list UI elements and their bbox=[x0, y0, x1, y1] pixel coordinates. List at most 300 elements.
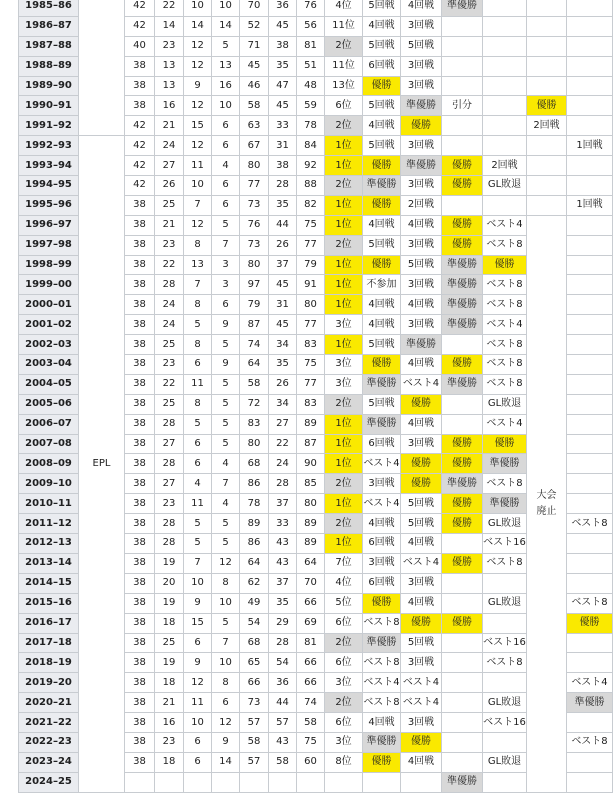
fa-cup-cell: 6回戦 bbox=[363, 434, 401, 454]
stat-cell: 10 bbox=[212, 593, 240, 613]
cup2-cell: ベスト8 bbox=[483, 275, 527, 295]
stat-cell: 83 bbox=[297, 394, 325, 414]
season-cell[interactable]: 2002–03 bbox=[19, 335, 79, 355]
stat-cell: 8 bbox=[212, 573, 240, 593]
cup4-cell bbox=[567, 374, 613, 394]
stat-cell: 27 bbox=[155, 156, 184, 176]
stat-cell: 81 bbox=[297, 36, 325, 56]
fa-cup-cell: 3回戦 bbox=[363, 474, 401, 494]
stat-cell: 73 bbox=[240, 693, 269, 713]
stat-cell: 5 bbox=[212, 374, 240, 394]
cup3-cell bbox=[527, 0, 567, 16]
season-cell[interactable]: 2021–22 bbox=[19, 713, 79, 733]
fa-cup-cell bbox=[363, 772, 401, 792]
stat-cell: 37 bbox=[269, 494, 297, 514]
cup4-cell: ベスト8 bbox=[567, 593, 613, 613]
fa-cup-cell: 準優勝 bbox=[363, 633, 401, 653]
cup4-cell bbox=[567, 295, 613, 315]
fa-cup-cell: ベスト4 bbox=[363, 494, 401, 514]
stat-cell: 77 bbox=[297, 235, 325, 255]
stat-cell: 38 bbox=[125, 275, 155, 295]
stat-cell: 80 bbox=[240, 434, 269, 454]
cup4-cell: 優勝 bbox=[567, 613, 613, 633]
league-cup-cell: 3回戦 bbox=[401, 136, 442, 156]
league-cup-cell: 3回戦 bbox=[401, 434, 442, 454]
stat-cell: 77 bbox=[297, 374, 325, 394]
stat-cell: 78 bbox=[240, 494, 269, 514]
stat-cell: 28 bbox=[269, 633, 297, 653]
stat-cell: 44 bbox=[269, 215, 297, 235]
fa-cup-cell: 準優勝 bbox=[363, 176, 401, 196]
cup1-cell bbox=[442, 136, 483, 156]
stat-cell: 34 bbox=[269, 335, 297, 355]
cup2-cell bbox=[483, 772, 527, 792]
stat-cell: 74 bbox=[240, 335, 269, 355]
position-cell: 2位 bbox=[325, 693, 363, 713]
league-cup-cell: 2回戦 bbox=[401, 195, 442, 215]
stat-cell: 20 bbox=[155, 573, 184, 593]
position-cell: 1位 bbox=[325, 275, 363, 295]
cup1-cell: 優勝 bbox=[442, 176, 483, 196]
season-cell[interactable]: 2019–20 bbox=[19, 673, 79, 693]
season-cell[interactable]: 2014–15 bbox=[19, 573, 79, 593]
stat-cell: 21 bbox=[155, 215, 184, 235]
position-cell: 3位 bbox=[325, 673, 363, 693]
season-cell[interactable]: 2024–25 bbox=[19, 772, 79, 792]
stat-cell: 82 bbox=[297, 195, 325, 215]
cup4-cell bbox=[567, 76, 613, 96]
stat-cell: 57 bbox=[240, 752, 269, 772]
stat-cell: 10 bbox=[184, 176, 212, 196]
season-cell[interactable]: 1990–91 bbox=[19, 96, 79, 116]
cup2-cell: GL敗退 bbox=[483, 394, 527, 414]
cup4-cell bbox=[567, 96, 613, 116]
league-cup-cell: 準優勝 bbox=[401, 96, 442, 116]
position-cell: 6位 bbox=[325, 713, 363, 733]
position-cell: 1位 bbox=[325, 195, 363, 215]
cup2-cell bbox=[483, 96, 527, 116]
fa-cup-cell: 5回戦 bbox=[363, 96, 401, 116]
fa-cup-cell: 優勝 bbox=[363, 752, 401, 772]
stat-cell: 16 bbox=[155, 96, 184, 116]
cup1-cell: 優勝 bbox=[442, 355, 483, 375]
league-cup-cell: 4回戦 bbox=[401, 414, 442, 434]
position-cell: 2位 bbox=[325, 514, 363, 534]
season-cell[interactable]: 2010–11 bbox=[19, 494, 79, 514]
cup2-cell: 準優勝 bbox=[483, 454, 527, 474]
cup1-cell bbox=[442, 693, 483, 713]
stat-cell: 9 bbox=[184, 593, 212, 613]
position-cell: 2位 bbox=[325, 116, 363, 136]
stat-cell: 8 bbox=[184, 235, 212, 255]
league-cup-cell: ベスト4 bbox=[401, 374, 442, 394]
cup2-cell: 優勝 bbox=[483, 255, 527, 275]
season-cell[interactable]: 2017–18 bbox=[19, 633, 79, 653]
stat-cell: 48 bbox=[297, 76, 325, 96]
stat-cell: 45 bbox=[240, 56, 269, 76]
season-cell[interactable]: 1993–94 bbox=[19, 156, 79, 176]
stat-cell: 38 bbox=[125, 235, 155, 255]
stat-cell: 64 bbox=[240, 355, 269, 375]
season-cell[interactable]: 1985–86 bbox=[19, 0, 79, 16]
position-cell: 3位 bbox=[325, 315, 363, 335]
stat-cell: 10 bbox=[184, 713, 212, 733]
stat-cell: 12 bbox=[184, 215, 212, 235]
stat-cell: 28 bbox=[269, 474, 297, 494]
season-cell[interactable]: 2012–13 bbox=[19, 534, 79, 554]
position-cell: 5位 bbox=[325, 593, 363, 613]
stat-cell: 24 bbox=[269, 454, 297, 474]
cup2-cell: ベスト8 bbox=[483, 474, 527, 494]
fa-cup-cell: 優勝 bbox=[363, 76, 401, 96]
league-cup-cell: 4回戦 bbox=[401, 0, 442, 16]
position-cell: 4位 bbox=[325, 573, 363, 593]
cup4-cell bbox=[567, 36, 613, 56]
stat-cell: 75 bbox=[297, 732, 325, 752]
cup2-cell: ベスト8 bbox=[483, 355, 527, 375]
season-cell[interactable]: 2016–17 bbox=[19, 613, 79, 633]
stat-cell: 37 bbox=[269, 255, 297, 275]
stat-cell: 38 bbox=[125, 633, 155, 653]
stat-cell: 80 bbox=[297, 494, 325, 514]
stat-cell: 26 bbox=[155, 176, 184, 196]
cup4-cell bbox=[567, 56, 613, 76]
stat-cell: 73 bbox=[240, 195, 269, 215]
league-cup-cell: 優勝 bbox=[401, 454, 442, 474]
position-cell: 2位 bbox=[325, 36, 363, 56]
fa-cup-cell: 4回戦 bbox=[363, 215, 401, 235]
cup2-cell: ベスト8 bbox=[483, 653, 527, 673]
stat-cell: 5 bbox=[184, 414, 212, 434]
fa-cup-cell: ベスト4 bbox=[363, 673, 401, 693]
stat-cell: 54 bbox=[240, 613, 269, 633]
table-row bbox=[19, 0, 613, 16]
cup3-cell bbox=[527, 56, 567, 76]
cup2-cell bbox=[483, 56, 527, 76]
stat-cell: 66 bbox=[240, 673, 269, 693]
stat-cell: 34 bbox=[269, 394, 297, 414]
season-cell[interactable]: 1991–92 bbox=[19, 116, 79, 136]
stat-cell: 38 bbox=[125, 534, 155, 554]
stat-cell: 33 bbox=[269, 116, 297, 136]
stat-cell: 38 bbox=[125, 76, 155, 96]
stat-cell: 38 bbox=[125, 673, 155, 693]
position-cell: 2位 bbox=[325, 633, 363, 653]
stat-cell: 58 bbox=[269, 752, 297, 772]
stat-cell: 38 bbox=[125, 713, 155, 733]
cup4-cell bbox=[567, 534, 613, 554]
stat-cell bbox=[212, 772, 240, 792]
stat-cell: 79 bbox=[297, 255, 325, 275]
cup1-cell bbox=[442, 76, 483, 96]
stat-cell: 75 bbox=[297, 215, 325, 235]
season-cell[interactable]: 2015–16 bbox=[19, 593, 79, 613]
cup2-cell: GL敗退 bbox=[483, 693, 527, 713]
position-cell: 1位 bbox=[325, 156, 363, 176]
season-cell[interactable]: 1989–90 bbox=[19, 76, 79, 96]
season-cell[interactable]: 2023–24 bbox=[19, 752, 79, 772]
cup1-cell bbox=[442, 335, 483, 355]
table-row bbox=[19, 136, 613, 156]
stat-cell: 42 bbox=[125, 136, 155, 156]
stat-cell: 12 bbox=[212, 713, 240, 733]
league-cup-cell: 準優勝 bbox=[401, 335, 442, 355]
stat-cell: 6 bbox=[184, 633, 212, 653]
stat-cell: 22 bbox=[155, 0, 184, 16]
fa-cup-cell: 4回戦 bbox=[363, 514, 401, 534]
fa-cup-cell: 4回戦 bbox=[363, 116, 401, 136]
cup3-cell bbox=[527, 16, 567, 36]
stat-cell: 28 bbox=[155, 414, 184, 434]
season-cell[interactable]: 2007–08 bbox=[19, 434, 79, 454]
fa-cup-cell: 5回戦 bbox=[363, 394, 401, 414]
fa-cup-cell: 6回戦 bbox=[363, 534, 401, 554]
stat-cell: 38 bbox=[125, 752, 155, 772]
season-cell[interactable]: 1994–95 bbox=[19, 176, 79, 196]
stat-cell: 49 bbox=[240, 593, 269, 613]
stat-cell: 28 bbox=[155, 514, 184, 534]
cup2-cell: ベスト4 bbox=[483, 215, 527, 235]
stat-cell: 42 bbox=[125, 16, 155, 36]
stat-cell: 23 bbox=[155, 235, 184, 255]
season-cell[interactable]: 1992–93 bbox=[19, 136, 79, 156]
season-cell[interactable]: 2006–07 bbox=[19, 414, 79, 434]
cup2-cell: 優勝 bbox=[483, 434, 527, 454]
stat-cell: 23 bbox=[155, 732, 184, 752]
league-cup-cell: 3回戦 bbox=[401, 56, 442, 76]
position-cell: 3位 bbox=[325, 355, 363, 375]
cup1-cell bbox=[442, 195, 483, 215]
cup4-cell: 1回戦 bbox=[567, 195, 613, 215]
stat-cell: 72 bbox=[240, 394, 269, 414]
cup1-cell bbox=[442, 394, 483, 414]
cup2-cell: 2回戦 bbox=[483, 156, 527, 176]
stat-cell: 11 bbox=[184, 494, 212, 514]
stat-cell: 9 bbox=[212, 315, 240, 335]
stat-cell: 4 bbox=[212, 156, 240, 176]
cup4-cell bbox=[567, 653, 613, 673]
stat-cell: 4 bbox=[212, 454, 240, 474]
stat-cell: 12 bbox=[184, 56, 212, 76]
stat-cell: 92 bbox=[297, 156, 325, 176]
season-cell[interactable]: 1986–87 bbox=[19, 16, 79, 36]
season-cell[interactable]: 2009–10 bbox=[19, 474, 79, 494]
stat-cell: 4 bbox=[184, 474, 212, 494]
stat-cell: 22 bbox=[155, 374, 184, 394]
season-cell[interactable]: 1996–97 bbox=[19, 215, 79, 235]
stat-cell: 4 bbox=[212, 494, 240, 514]
stat-cell: 67 bbox=[240, 136, 269, 156]
stat-cell: 83 bbox=[297, 335, 325, 355]
league-cup-cell: ベスト4 bbox=[401, 553, 442, 573]
stat-cell: 45 bbox=[269, 275, 297, 295]
season-cell[interactable]: 1995–96 bbox=[19, 195, 79, 215]
season-cell[interactable]: 2020–21 bbox=[19, 693, 79, 713]
position-cell: 1位 bbox=[325, 434, 363, 454]
league-cup-cell bbox=[401, 772, 442, 792]
stat-cell: 38 bbox=[125, 335, 155, 355]
cup2-cell bbox=[483, 16, 527, 36]
fa-cup-cell: 5回戦 bbox=[363, 36, 401, 56]
cup1-cell: 準優勝 bbox=[442, 474, 483, 494]
stat-cell bbox=[184, 772, 212, 792]
season-cell[interactable]: 2004–05 bbox=[19, 374, 79, 394]
position-cell: 2位 bbox=[325, 474, 363, 494]
stat-cell: 38 bbox=[125, 514, 155, 534]
season-cell[interactable]: 2005–06 bbox=[19, 394, 79, 414]
stat-cell: 36 bbox=[269, 673, 297, 693]
season-cell[interactable]: 2008–09 bbox=[19, 454, 79, 474]
stat-cell: 43 bbox=[269, 534, 297, 554]
league-cup-cell: 4回戦 bbox=[401, 295, 442, 315]
stat-cell: 91 bbox=[297, 275, 325, 295]
stat-cell: 38 bbox=[125, 355, 155, 375]
stat-cell: 10 bbox=[184, 0, 212, 16]
stat-cell: 8 bbox=[184, 394, 212, 414]
cup3-cell bbox=[527, 76, 567, 96]
cup2-cell: GL敗退 bbox=[483, 514, 527, 534]
fa-cup-cell: ベスト8 bbox=[363, 613, 401, 633]
stat-cell: 7 bbox=[212, 633, 240, 653]
stat-cell: 68 bbox=[240, 454, 269, 474]
stat-cell: 89 bbox=[240, 514, 269, 534]
stat-cell: 6 bbox=[184, 752, 212, 772]
cup4-cell bbox=[567, 394, 613, 414]
stat-cell: 86 bbox=[240, 474, 269, 494]
league-cup-cell: 優勝 bbox=[401, 116, 442, 136]
cup2-cell: GL敗退 bbox=[483, 176, 527, 196]
league-cup-cell: 4回戦 bbox=[401, 593, 442, 613]
stat-cell: 33 bbox=[269, 514, 297, 534]
league-cup-cell: 3回戦 bbox=[401, 16, 442, 36]
position-cell: 1位 bbox=[325, 215, 363, 235]
fa-cup-cell: 不参加 bbox=[363, 275, 401, 295]
cup1-cell bbox=[442, 732, 483, 752]
stat-cell: 18 bbox=[155, 752, 184, 772]
fa-cup-cell: 6回戦 bbox=[363, 573, 401, 593]
stat-cell: 83 bbox=[240, 414, 269, 434]
stat-cell: 9 bbox=[184, 76, 212, 96]
stat-cell: 81 bbox=[297, 633, 325, 653]
fa-cup-cell: 優勝 bbox=[363, 255, 401, 275]
cup4-cell bbox=[567, 315, 613, 335]
stat-cell: 21 bbox=[155, 693, 184, 713]
stat-cell: 14 bbox=[212, 16, 240, 36]
cup1-cell: 優勝 bbox=[442, 235, 483, 255]
stat-cell: 70 bbox=[240, 0, 269, 16]
stat-cell: 5 bbox=[212, 613, 240, 633]
cup1-cell: 準優勝 bbox=[442, 255, 483, 275]
season-cell[interactable]: 2011–12 bbox=[19, 514, 79, 534]
cup4-cell bbox=[567, 0, 613, 16]
stat-cell: 69 bbox=[297, 613, 325, 633]
cup2-cell bbox=[483, 195, 527, 215]
cup4-cell: ベスト8 bbox=[567, 732, 613, 752]
stat-cell bbox=[240, 772, 269, 792]
cup1-cell bbox=[442, 16, 483, 36]
fa-cup-cell: 4回戦 bbox=[363, 315, 401, 335]
league-cup-cell: 3回戦 bbox=[401, 275, 442, 295]
cup4-cell bbox=[567, 176, 613, 196]
season-cell[interactable]: 2018–19 bbox=[19, 653, 79, 673]
league-cup-cell: 優勝 bbox=[401, 474, 442, 494]
league-cup-cell: 優勝 bbox=[401, 613, 442, 633]
table-body bbox=[19, 0, 613, 792]
cup1-cell bbox=[442, 534, 483, 554]
cup4-cell bbox=[567, 414, 613, 434]
season-cell[interactable]: 2022–23 bbox=[19, 732, 79, 752]
stat-cell: 11 bbox=[184, 693, 212, 713]
stat-cell: 89 bbox=[297, 514, 325, 534]
cup2-cell: ベスト8 bbox=[483, 335, 527, 355]
stat-cell: 38 bbox=[125, 494, 155, 514]
season-cell[interactable]: 1999–00 bbox=[19, 275, 79, 295]
league-cup-cell: ベスト4 bbox=[401, 693, 442, 713]
stat-cell: 19 bbox=[155, 653, 184, 673]
stat-cell: 57 bbox=[240, 713, 269, 733]
stat-cell: 28 bbox=[155, 454, 184, 474]
stat-cell: 52 bbox=[240, 16, 269, 36]
stat-cell: 6 bbox=[212, 295, 240, 315]
position-cell: 6位 bbox=[325, 653, 363, 673]
season-cell[interactable]: 2013–14 bbox=[19, 553, 79, 573]
cup1-cell bbox=[442, 752, 483, 772]
cup2-cell bbox=[483, 732, 527, 752]
season-cell[interactable]: 2003–04 bbox=[19, 355, 79, 375]
season-cell[interactable]: 1998–99 bbox=[19, 255, 79, 275]
stat-cell: 38 bbox=[125, 613, 155, 633]
stat-cell: 75 bbox=[297, 355, 325, 375]
cup3-cell bbox=[527, 195, 567, 215]
cup2-cell bbox=[483, 76, 527, 96]
season-cell[interactable]: 1988–89 bbox=[19, 56, 79, 76]
stat-cell: 38 bbox=[125, 553, 155, 573]
stat-cell: 23 bbox=[155, 494, 184, 514]
stat-cell: 26 bbox=[269, 374, 297, 394]
stat-cell: 38 bbox=[125, 653, 155, 673]
season-cell[interactable]: 1997–98 bbox=[19, 235, 79, 255]
season-cell[interactable]: 2000–01 bbox=[19, 295, 79, 315]
position-cell: 4位 bbox=[325, 0, 363, 16]
stat-cell: 24 bbox=[155, 315, 184, 335]
cup4-cell bbox=[567, 553, 613, 573]
cup4-cell bbox=[567, 573, 613, 593]
stat-cell: 10 bbox=[184, 573, 212, 593]
cup1-cell bbox=[442, 713, 483, 733]
stat-cell: 28 bbox=[155, 534, 184, 554]
season-cell[interactable]: 1987–88 bbox=[19, 36, 79, 56]
stat-cell: 11 bbox=[184, 156, 212, 176]
position-cell: 3位 bbox=[325, 374, 363, 394]
stat-cell: 90 bbox=[297, 454, 325, 474]
cup3-cell bbox=[527, 136, 567, 156]
stat-cell: 31 bbox=[269, 136, 297, 156]
league-cup-cell: 優勝 bbox=[401, 732, 442, 752]
stat-cell: 5 bbox=[184, 315, 212, 335]
cup1-cell: 準優勝 bbox=[442, 374, 483, 394]
cup1-cell bbox=[442, 593, 483, 613]
league-cup-cell: 準優勝 bbox=[401, 156, 442, 176]
position-cell: 1位 bbox=[325, 335, 363, 355]
fa-cup-cell: 優勝 bbox=[363, 593, 401, 613]
league-cup-cell: 優勝 bbox=[401, 394, 442, 414]
stat-cell: 8 bbox=[184, 295, 212, 315]
cup2-cell: ベスト8 bbox=[483, 374, 527, 394]
stat-cell: 62 bbox=[240, 573, 269, 593]
season-cell[interactable]: 2001–02 bbox=[19, 315, 79, 335]
stat-cell: 73 bbox=[240, 235, 269, 255]
cup4-cell bbox=[567, 16, 613, 36]
